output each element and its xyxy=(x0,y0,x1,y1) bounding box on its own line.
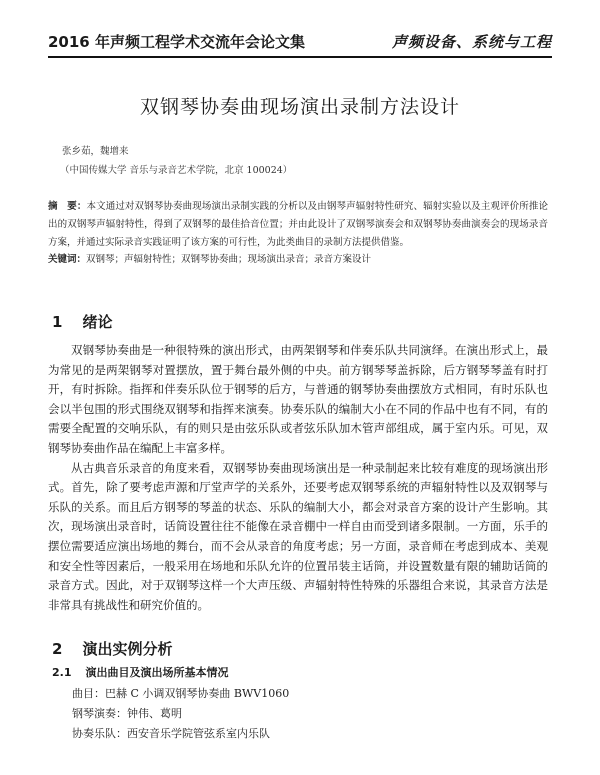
authors: 张乡茹，魏增来 xyxy=(62,146,129,157)
affiliation: （中国传媒大学 音乐与录音艺术学院，北京 100024） xyxy=(60,165,293,176)
paper-title: 双钢琴协奏曲现场演出录制方法设计 xyxy=(139,96,460,118)
section-1-title: 绪论 xyxy=(82,313,113,331)
section-2-title: 演出实例分析 xyxy=(82,640,173,658)
section-2-heading xyxy=(52,638,172,659)
header-proceedings-title: 2016 年声频工程学术交流年会论文集 xyxy=(48,33,305,51)
abstract-label: 摘 要： xyxy=(48,201,87,212)
paragraph: 双钢琴协奏曲是一种很特殊的演出形式，由两架钢琴和伴奏乐队共同演绎。在演出形式上，最为常见的是两架钢琴对置摆放，置于舞台最外侧的中央。前方钢琴琴盖拆除，后方钢琴琴盖有时打开，有时拆除。指挥和伴奏乐队位于钢琴的后方，与普通的钢琴协奏曲摆放方式相同，有时乐队也会以半包围的形式围绕双钢琴和指挥来演奏。协奏乐队的编制大小在不同的作品中也有不同，有的需要全配置的交响乐队，有的则只是由弦乐队或者弦乐队加木管声部组成，属于室内乐。可见，双钢琴协奏曲作品在编配上丰富多样。 xyxy=(48,343,548,455)
keywords-label: 关键词： xyxy=(48,254,87,265)
abstract xyxy=(48,198,548,252)
section-2-number: 2 xyxy=(52,640,63,658)
header-rule xyxy=(48,56,552,58)
keywords-text: 双钢琴；声辐射特性；双钢琴协奏曲；现场演出录音；录音方案设计 xyxy=(86,254,372,265)
section-1-heading xyxy=(52,311,112,332)
header-section-title: 声频设备、系统与工程 xyxy=(391,33,552,51)
subsection-2-1-number: 2.1 xyxy=(52,666,72,679)
keywords xyxy=(48,251,548,269)
section-1-number: 1 xyxy=(52,313,63,331)
info-line-repertoire: 曲目：巴赫 C 小调双钢琴协奏曲 BWV1060 xyxy=(72,687,290,700)
performance-info xyxy=(72,684,289,744)
running-header xyxy=(48,30,552,52)
subsection-2-1-title: 演出曲目及演出场所基本情况 xyxy=(85,666,229,679)
info-line-pianists: 钢琴演奏：钟伟、葛明 xyxy=(72,707,182,720)
subsection-2-1-heading xyxy=(52,664,229,680)
abstract-text: 本文通过对双钢琴协奏曲现场演出录制实践的分析以及由钢琴声辐射特性研究、辐射实验以及主观评价所推论出的双钢琴声辐射特性，得到了双钢琴的最佳拾音位置；并由此设计了双钢琴演奏会和双钢琴协奏曲演奏会的现场录音方案，并通过实际录音实践证明了该方案的可行性，为此类曲目的录制方法提供借鉴。 xyxy=(48,201,548,248)
info-line-orchestra: 协奏乐队：西安音乐学院管弦系室内乐队 xyxy=(72,727,270,740)
paragraph: 从古典音乐录音的角度来看，双钢琴协奏曲现场演出是一种录制起来比较有难度的现场演出形式。首先，除了要考虑声源和厅堂声学的关系外，还要考虑双钢琴系统的声辐射特性以及双钢琴与乐队的关系。而且后方钢琴的琴盖的状态、乐队的编制大小，都会对录音方案的设计产生影响。其次，现场演出录音时，话筒设置往往不能像在录音棚中一样自由而受到诸多限制。一方面，乐手的摆位需要适应演出场地的舞台，而不会从录音的角度考虑；另一方面，录音师在考虑到成本、美观和安全性等因素后，一般采用在场地和乐队允许的位置吊装主话筒，并设置数量有限的辅助话筒的录音方式。因此，对于双钢琴这样一个大声压级、声辐射特性特殊的乐器组合来说，其录音方法是非常具有挑战性和研究价值的。 xyxy=(48,460,548,612)
section-1-body xyxy=(48,341,548,615)
